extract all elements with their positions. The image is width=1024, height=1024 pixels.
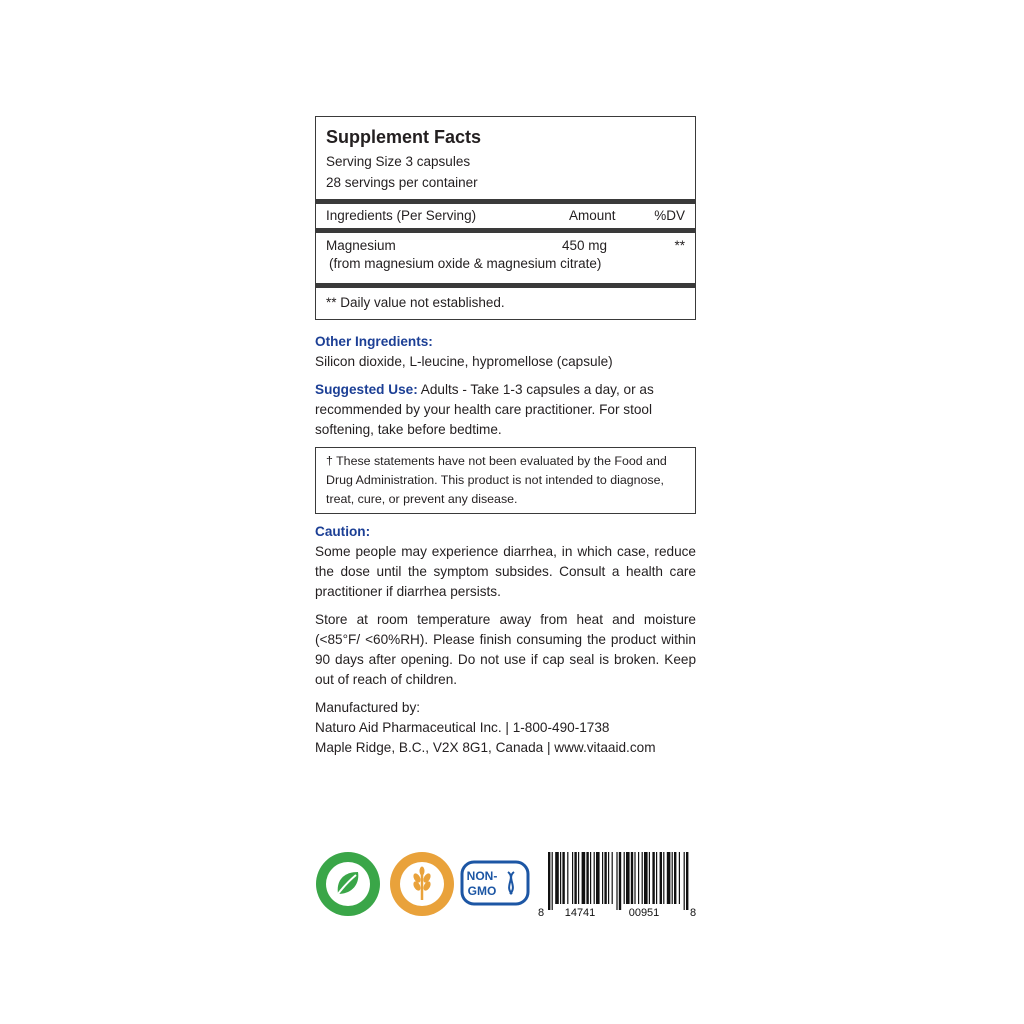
manufacturer-line1: Naturo Aid Pharmaceutical Inc. | 1-800-490-1738	[315, 720, 610, 735]
storage-text: Store at room temperature away from heat and moisture (<85°F/ <60%RH). Please finish consuming the product within 90 days after opening. Do not use if cap seal is broken. Keep out of reach of children.	[315, 612, 696, 687]
other-ingredients-text: Silicon dioxide, L-leucine, hypromellose (capsule)	[315, 354, 613, 369]
facts-header-row	[316, 204, 695, 228]
dv-header: %DV	[654, 208, 685, 223]
ingredients-header: Ingredients (Per Serving)	[326, 208, 477, 223]
certification-badges	[314, 850, 699, 920]
caution-heading: Caution:	[315, 524, 371, 539]
product-barcode	[536, 850, 699, 920]
servings-per-container: 28 servings per container	[326, 175, 478, 190]
amount-header: Amount	[569, 208, 616, 223]
suggested-use-text: Adults - Take 1-3 capsules a day, or as recommended by your health care practitioner. For stool softening, take before bedtime.	[315, 382, 654, 437]
non-gmo-badge	[460, 860, 532, 908]
ingredient-dv: **	[674, 238, 685, 253]
non-gmo-line1: NON-	[466, 869, 498, 883]
barcode-digit-4: 8	[690, 907, 697, 919]
caution-section	[315, 522, 696, 602]
barcode-digits-2: 14741	[564, 907, 596, 919]
supplement-facts-panel	[315, 116, 696, 320]
manufacturer-label: Manufactured by:	[315, 700, 421, 715]
other-ingredients-heading: Other Ingredients:	[315, 334, 433, 349]
daily-value-note: ** Daily value not established.	[326, 295, 505, 310]
ingredient-name: Magnesium	[326, 238, 396, 253]
barcode-digits-3: 00951	[628, 907, 660, 919]
supplement-label	[315, 116, 696, 758]
manufacturer-line2: Maple Ridge, B.C., V2X 8G1, Canada | www.vitaaid.com	[315, 740, 656, 755]
non-gmo-line2: GMO	[467, 884, 497, 898]
facts-title: Supplement Facts	[326, 127, 482, 147]
vegan-leaf-icon	[314, 850, 382, 918]
serving-size: Serving Size 3 capsules	[326, 154, 471, 169]
gluten-free-wheat-icon	[388, 850, 456, 918]
barcode-digit-1: 8	[538, 907, 545, 919]
fda-disclaimer: † These statements have not been evaluated by the Food and Drug Administration. This product is not intended to diagnose, treat, cure, or prevent any disease.	[315, 447, 696, 514]
suggested-use-heading: Suggested Use:	[315, 382, 418, 397]
ingredient-source: (from magnesium oxide & magnesium citrate)	[329, 256, 602, 271]
suggested-use-section	[315, 380, 696, 440]
other-ingredients-section	[315, 332, 696, 372]
ingredient-amount: 450 mg	[562, 238, 608, 253]
caution-text: Some people may experience diarrhea, in which case, reduce the dose until the symptom subsides. Consult a health care practitioner if diarrhea persists.	[315, 544, 696, 599]
ingredient-row	[316, 233, 695, 283]
manufacturer-section	[315, 698, 696, 758]
